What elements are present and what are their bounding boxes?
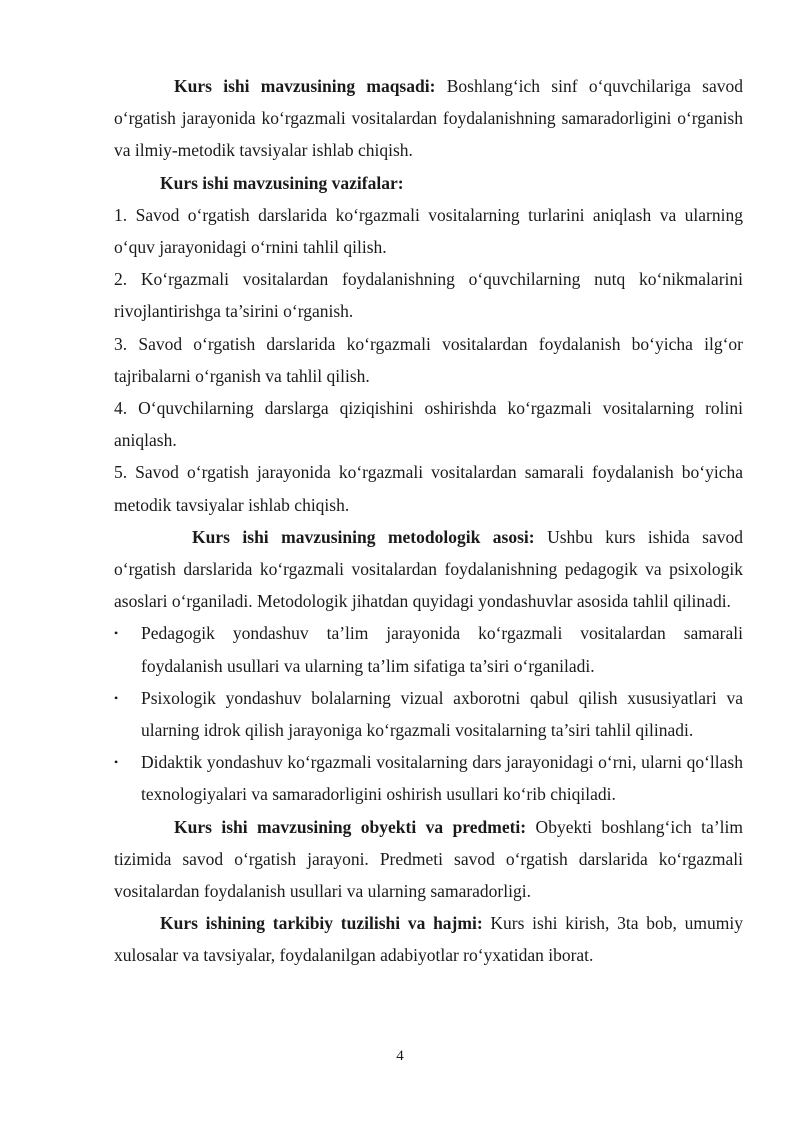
- task-item-3: 3. Savod o‘rgatish darslarida ko‘rgazmali vositalardan foydalanish bo‘yicha ilg‘or tajribalarni o‘rganish va tahlil qilish.: [114, 333, 743, 386]
- task-item-5: 5. Savod o‘rgatish jarayonida ko‘rgazmali vositalardan samarali foydalanish bo‘yicha metodik tavsiyalar ishlab chiqish.: [114, 462, 743, 515]
- method-bullet-item: [114, 617, 743, 681]
- structure-paragraph: [114, 907, 743, 971]
- bullet-text: Psixologik yondashuv bolalarning vizual axborotni qabul qilish xususiyatlari va ularning idrok qilish jarayoniga ko‘rgazmali vositalarning ta’siri tahlil qilinadi.: [141, 687, 743, 741]
- task-item-1: 1. Savod o‘rgatish darslarida ko‘rgazmali vositalarning turlarini aniqlash va ularning o‘quv jarayonidagi o‘rnini tahlil qilish.: [114, 204, 743, 258]
- method-bullet-item: [114, 682, 743, 746]
- tasks-heading-paragraph: [114, 167, 743, 199]
- bullet-icon: •: [114, 755, 119, 770]
- task-item-4: 4. O‘quvchilarning darslarga qiziqishini oshirishda ko‘rgazmali vositalarning rolini aniqlash.: [114, 398, 743, 451]
- method-heading: Kurs ishi mavzusining metodologik asosi:: [192, 526, 535, 547]
- object-paragraph: [114, 811, 743, 908]
- goal-text: Boshlang‘ich sinf o‘quvchilariga savod o‘rgatish jarayonida ko‘rgazmali vositalardan foydalanishning samaradorligini o‘rganish va ilmiy-metodik tavsiyalar ishlab chiqish.: [114, 76, 743, 161]
- page-number: 4: [396, 1048, 404, 1064]
- task-item-2: 2. Ko‘rgazmali vositalardan foydalanishning o‘quvchilarning nutq ko‘nikmalarini rivojlantirishga ta’sirini o‘rganish.: [114, 269, 743, 322]
- tasks-heading: Kurs ishi mavzusining vazifalar:: [160, 172, 404, 193]
- goal-paragraph: [114, 70, 743, 167]
- bullet-text: Pedagogik yondashuv ta’lim jarayonida ko‘rgazmali vositalardan samarali foydalanish usullari va ularning ta’lim sifatiga ta’siri o‘rganiladi.: [141, 623, 743, 676]
- bullet-text: Didaktik yondashuv ko‘rgazmali vositalarning dars jarayonidagi o‘rni, ularni qo‘llash texnologiyalari va samaradorligini oshirish usullari ko‘rib chiqiladi.: [141, 752, 743, 805]
- structure-text: Kurs ishi kirish, 3ta bob, umumiy xulosalar va tavsiyalar, foydalanilgan adabiyotlar ro‘yxatidan iborat.: [114, 913, 743, 966]
- bullet-icon: •: [114, 690, 119, 705]
- goal-heading: Kurs ishi mavzusining maqsadi:: [174, 76, 436, 96]
- method-text: Ushbu kurs ishida savod o‘rgatish darslarida ko‘rgazmali vositalardan foydalanishning pedagogik va psixologik asoslari o‘rganiladi. Metodologik jihatdan quyidagi yondashuvlar asosida tahlil qilinadi.: [114, 526, 743, 612]
- method-bullet-item: [114, 746, 743, 810]
- structure-heading: Kurs ishining tarkibiy tuzilishi va hajmi:: [160, 913, 483, 934]
- object-text: Obyekti boshlang‘ich ta’lim tizimida savod o‘rgatish jarayoni. Predmeti savod o‘rgatish darslarida ko‘rgazmali vositalardan foydalanish usullari va ularning samaradorligi.: [114, 816, 743, 902]
- method-paragraph: [114, 521, 743, 618]
- bullet-icon: •: [114, 626, 119, 641]
- object-heading: Kurs ishi mavzusining obyekti va predmeti:: [174, 816, 527, 837]
